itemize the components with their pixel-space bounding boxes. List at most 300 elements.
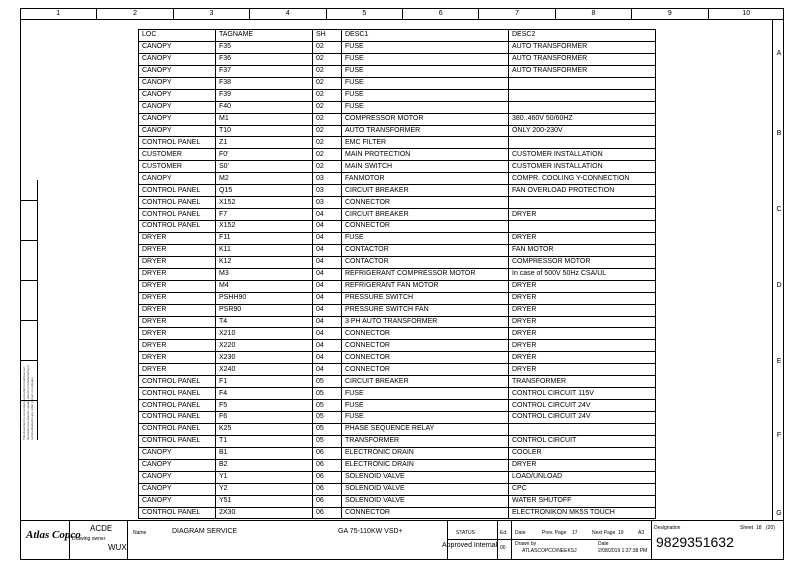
cell-desc1: SOLENOID VALVE [342, 471, 509, 483]
table-row [139, 376, 656, 388]
cell-desc2: DRYER [509, 292, 656, 304]
cell-sh: 02 [313, 77, 342, 89]
table-row [139, 173, 656, 185]
table-row [139, 447, 656, 459]
cell-tag: F7 [216, 209, 313, 221]
cell-desc2: TRANSFORMER [509, 376, 656, 388]
acde-code: ACDE [90, 524, 113, 533]
cell-tag: M2 [216, 173, 313, 185]
cell-desc2 [509, 77, 656, 89]
column-number: 9 [631, 8, 707, 19]
cell-desc1: FUSE [342, 41, 509, 53]
cell-desc1: PRESSURE SWITCH FAN [342, 304, 509, 316]
sheet-number: 18 [756, 525, 762, 531]
cell-loc: CANOPY [139, 483, 216, 495]
cell-tag: X210 [216, 328, 313, 340]
cell-desc1: CIRCUIT BREAKER [342, 376, 509, 388]
cell-desc2: CONTROL CIRCUIT 24V [509, 412, 656, 424]
ed-label: Ed. [500, 530, 508, 536]
cell-desc1: ELECTRONIC DRAIN [342, 459, 509, 471]
cell-desc2: FAN MOTOR [509, 244, 656, 256]
column-number: 4 [249, 8, 325, 19]
table-row [139, 185, 656, 197]
cell-sh: 04 [313, 209, 342, 221]
cell-tag: F4 [216, 388, 313, 400]
ed-value: 00 [500, 545, 506, 551]
column-number-strip [20, 8, 784, 20]
cell-tag: F39 [216, 89, 313, 101]
cell-desc1: FUSE [342, 77, 509, 89]
cell-loc: CONTROL PANEL [139, 221, 216, 233]
name-label: Name [133, 530, 147, 536]
cell-tag: K25 [216, 423, 313, 435]
cell-desc1: CONNECTOR [342, 364, 509, 376]
atlas-copco-logo: Atlas Copco [26, 529, 81, 541]
table-row [139, 209, 656, 221]
status-value: Approved Internal [442, 542, 498, 549]
cell-desc1: CIRCUIT BREAKER [342, 185, 509, 197]
cell-desc2: CONTROL CIRCUIT 115V [509, 388, 656, 400]
cell-sh: 02 [313, 149, 342, 161]
table-row [139, 352, 656, 364]
cell-tag: T10 [216, 125, 313, 137]
cell-sh: 04 [313, 268, 342, 280]
prev-page-label: Prev. Page [542, 530, 567, 536]
cell-sh: 06 [313, 447, 342, 459]
designation-label: Designation [654, 525, 681, 531]
table-row [139, 388, 656, 400]
cell-sh: 04 [313, 280, 342, 292]
cell-desc2: In case of 500V 50Hz CSA/UL [509, 268, 656, 280]
cell-sh: 06 [313, 495, 342, 507]
cell-loc: DRYER [139, 352, 216, 364]
cell-tag: M1 [216, 113, 313, 125]
cell-sh: 06 [313, 459, 342, 471]
cell-desc2: CPC [509, 483, 656, 495]
status-cell [442, 521, 498, 560]
cell-sh: 02 [313, 89, 342, 101]
table-row [139, 304, 656, 316]
component-list-table [138, 29, 656, 519]
cell-desc1: FUSE [342, 53, 509, 65]
cell-loc: CANOPY [139, 125, 216, 137]
cell-tag: 2X30 [216, 507, 313, 519]
cell-desc1: REFRIGERANT COMPRESSOR MOTOR [342, 268, 509, 280]
cell-tag: K12 [216, 256, 313, 268]
row-letter: D [776, 282, 782, 289]
table-row [139, 197, 656, 209]
table-row [139, 149, 656, 161]
margin-tick [20, 320, 38, 321]
cell-desc1: CONTACTOR [342, 256, 509, 268]
table-row [139, 412, 656, 424]
page-info-cell [512, 521, 652, 560]
cell-desc1: FUSE [342, 232, 509, 244]
table-row [139, 340, 656, 352]
table-row [139, 89, 656, 101]
cell-sh: 04 [313, 244, 342, 256]
cell-sh: 04 [313, 221, 342, 233]
status-divider [448, 539, 497, 540]
cell-desc1: PRESSURE SWITCH [342, 292, 509, 304]
edition-cell [498, 521, 512, 560]
header-tagname: TAGNAME [216, 30, 313, 42]
cell-loc: CANOPY [139, 53, 216, 65]
cell-desc1: CONTACTOR [342, 244, 509, 256]
table-row [139, 471, 656, 483]
cell-loc: CONTROL PANEL [139, 376, 216, 388]
cell-tag: PSR90 [216, 304, 313, 316]
status-label: STATUS [456, 530, 475, 536]
cell-desc2: WATER SHUTOFF [509, 495, 656, 507]
cell-desc1: PHASE SEQUENCE RELAY [342, 423, 509, 435]
cell-loc: DRYER [139, 328, 216, 340]
cell-loc: DRYER [139, 244, 216, 256]
table-row [139, 161, 656, 173]
header-desc1: DESC1 [342, 30, 509, 42]
cell-tag: X152 [216, 221, 313, 233]
cell-desc2: CUSTOMER INSTALLATION [509, 161, 656, 173]
table-row [139, 101, 656, 113]
cell-desc2: FAN OVERLOAD PROTECTION [509, 185, 656, 197]
designation-cell [652, 521, 784, 560]
cell-desc2: DRYER [509, 280, 656, 292]
column-number: 10 [708, 8, 784, 19]
cell-loc: CANOPY [139, 41, 216, 53]
cell-desc1: CONNECTOR [342, 221, 509, 233]
cell-desc1: FANMOTOR [342, 173, 509, 185]
table-row [139, 459, 656, 471]
table-row [139, 483, 656, 495]
cell-tag: F35 [216, 41, 313, 53]
cell-loc: CONTROL PANEL [139, 388, 216, 400]
cell-tag: F40 [216, 101, 313, 113]
cell-tag: X220 [216, 340, 313, 352]
cell-desc2: COMPR. COOLING Y-CONNECTION [509, 173, 656, 185]
cell-sh: 03 [313, 173, 342, 185]
cell-loc: DRYER [139, 304, 216, 316]
cell-loc: CONTROL PANEL [139, 400, 216, 412]
cell-loc: CONTROL PANEL [139, 137, 216, 149]
cell-loc: DRYER [139, 268, 216, 280]
cell-tag: F6 [216, 412, 313, 424]
name-cell [128, 521, 448, 560]
table-row [139, 125, 656, 137]
cell-desc1: ELECTRONIC DRAIN [342, 447, 509, 459]
table-row [139, 256, 656, 268]
table-row [139, 77, 656, 89]
cell-desc1: REFRIGERANT FAN MOTOR [342, 280, 509, 292]
sheet-total: (20) [766, 525, 775, 531]
row-letter: G [776, 510, 782, 517]
cell-loc: CANOPY [139, 495, 216, 507]
cell-sh: 05 [313, 412, 342, 424]
cell-loc: CANOPY [139, 459, 216, 471]
cell-sh: 04 [313, 364, 342, 376]
cell-desc1: FUSE [342, 65, 509, 77]
column-number: 3 [173, 8, 249, 19]
cell-loc: CONTROL PANEL [139, 197, 216, 209]
cell-tag: Y51 [216, 495, 313, 507]
column-number: 8 [555, 8, 631, 19]
cell-desc1: FUSE [342, 412, 509, 424]
cell-loc: DRYER [139, 316, 216, 328]
cell-sh: 04 [313, 304, 342, 316]
cell-desc2: CONTROL CIRCUIT 24V [509, 400, 656, 412]
cell-desc2: DRYER [509, 352, 656, 364]
cell-loc: CANOPY [139, 77, 216, 89]
cell-sh: 04 [313, 292, 342, 304]
cell-sh: 04 [313, 256, 342, 268]
cell-tag: S0' [216, 161, 313, 173]
cell-tag: X152 [216, 197, 313, 209]
cell-loc: CONTROL PANEL [139, 185, 216, 197]
cell-desc1: MAIN SWITCH [342, 161, 509, 173]
cell-desc2 [509, 101, 656, 113]
cell-loc: DRYER [139, 340, 216, 352]
margin-tick [20, 280, 38, 281]
table-row [139, 400, 656, 412]
column-number: 6 [402, 8, 478, 19]
cell-sh: 02 [313, 53, 342, 65]
drawing-owner-label: Drawing owner [72, 536, 106, 542]
next-page-label: Next Page [592, 530, 616, 536]
table-row [139, 435, 656, 447]
table-row [139, 113, 656, 125]
header-desc2: DESC2 [509, 30, 656, 42]
cell-desc2: COOLER [509, 447, 656, 459]
cell-desc1: SOLENOID VALVE [342, 483, 509, 495]
cell-loc: CANOPY [139, 471, 216, 483]
cell-desc1: CONNECTOR [342, 197, 509, 209]
cell-desc2: DRYER [509, 328, 656, 340]
cell-desc1: COMPRESSOR MOTOR [342, 113, 509, 125]
cell-loc: CANOPY [139, 89, 216, 101]
title-block [20, 520, 784, 560]
cell-tag: F37 [216, 65, 313, 77]
cell-desc2: AUTO TRANSFORMER [509, 53, 656, 65]
cell-tag: B2 [216, 459, 313, 471]
sheet-size: A3 [638, 530, 645, 536]
date-label: Date [515, 530, 526, 536]
cell-desc2: DRYER [509, 209, 656, 221]
cell-desc1: SOLENOID VALVE [342, 495, 509, 507]
table-row [139, 328, 656, 340]
cell-tag: Y1 [216, 471, 313, 483]
cell-sh: 02 [313, 161, 342, 173]
cell-desc1: FUSE [342, 89, 509, 101]
cell-tag: Q15 [216, 185, 313, 197]
cell-desc1: CONNECTOR [342, 340, 509, 352]
table-row [139, 53, 656, 65]
cell-loc: DRYER [139, 280, 216, 292]
cell-desc2: ONLY 200-230V [509, 125, 656, 137]
page-info-divider [512, 539, 651, 540]
table-row [139, 65, 656, 77]
header-loc: LOC [139, 30, 216, 42]
drawn-by-label: Drawn by [515, 541, 537, 547]
cell-loc: CONTROL PANEL [139, 209, 216, 221]
cell-sh: 06 [313, 507, 342, 519]
cell-desc1: 3 PH AUTO TRANSFORMER [342, 316, 509, 328]
table-row [139, 292, 656, 304]
cell-sh: 05 [313, 400, 342, 412]
cell-desc2: COMPRESSOR MOTOR [509, 256, 656, 268]
cell-sh: 03 [313, 197, 342, 209]
cell-tag: K11 [216, 244, 313, 256]
cell-sh: 04 [313, 328, 342, 340]
column-number: 2 [96, 8, 172, 19]
sheet-label: Sheet [740, 525, 754, 531]
cell-desc2 [509, 137, 656, 149]
cell-desc2: 380..460V 50/60HZ [509, 113, 656, 125]
drawn-by-value: ATLASCOPCO\NEEKSJ [522, 548, 577, 554]
cell-loc: DRYER [139, 364, 216, 376]
margin-tick [20, 240, 38, 241]
cell-loc: DRYER [139, 256, 216, 268]
column-number: 5 [326, 8, 402, 19]
cell-desc1: CONNECTOR [342, 507, 509, 519]
cell-tag: Z1 [216, 137, 313, 149]
date2-label: Date [598, 541, 609, 547]
model-name: GA 75-110KW VSD+ [338, 528, 403, 535]
cell-tag: M3 [216, 268, 313, 280]
cell-desc2: DRYER [509, 340, 656, 352]
cell-loc: DRYER [139, 232, 216, 244]
cell-sh: 06 [313, 483, 342, 495]
cell-desc2: DRYER [509, 232, 656, 244]
copyright-side-text: This document is our property and shall not without our permission be altered, copied, used for manufacturing or communicated to any other person or company. [22, 364, 34, 440]
ed-divider [498, 539, 511, 540]
row-letter: B [776, 130, 782, 137]
header-sh: SH [313, 30, 342, 42]
column-number: 7 [478, 8, 554, 19]
cell-sh: 03 [313, 185, 342, 197]
prev-page-value: 17 [572, 530, 578, 536]
cell-desc2: LOAD/UNLOAD [509, 471, 656, 483]
table-row [139, 41, 656, 53]
cell-sh: 05 [313, 376, 342, 388]
cell-desc1: FUSE [342, 400, 509, 412]
cell-loc: CONTROL PANEL [139, 423, 216, 435]
cell-desc2: DRYER [509, 459, 656, 471]
cell-tag: F5 [216, 400, 313, 412]
cell-desc1: AUTO TRANSFORMER [342, 125, 509, 137]
cell-sh: 04 [313, 352, 342, 364]
cell-desc1: CONNECTOR [342, 352, 509, 364]
cell-tag: B1 [216, 447, 313, 459]
cell-desc1: EMC FILTER [342, 137, 509, 149]
cell-loc: CONTROL PANEL [139, 435, 216, 447]
table-row [139, 507, 656, 519]
cell-loc: CANOPY [139, 65, 216, 77]
row-letter: C [776, 206, 782, 213]
cell-desc2: ELECTRONIKON MK5S TOUCH [509, 507, 656, 519]
cell-desc2: DRYER [509, 304, 656, 316]
cell-tag: Y2 [216, 483, 313, 495]
cell-sh: 04 [313, 340, 342, 352]
row-letter: E [776, 358, 782, 365]
cell-sh: 04 [313, 232, 342, 244]
table-row [139, 137, 656, 149]
cell-loc: CANOPY [139, 447, 216, 459]
cell-sh: 06 [313, 471, 342, 483]
cell-sh: 02 [313, 125, 342, 137]
date2-value: 2/08/2019 1:37:38 PM [598, 548, 648, 554]
cell-desc1: TRANSFORMER [342, 435, 509, 447]
cell-tag: T1 [216, 435, 313, 447]
cell-desc2 [509, 423, 656, 435]
cell-desc2: CONTROL CIRCUIT [509, 435, 656, 447]
cell-desc2: DRYER [509, 364, 656, 376]
cell-desc1: FUSE [342, 101, 509, 113]
cell-tag: F0' [216, 149, 313, 161]
cell-sh: 05 [313, 435, 342, 447]
drawing-name: DIAGRAM SERVICE [172, 528, 238, 535]
cell-loc: CONTROL PANEL [139, 412, 216, 424]
table-row [139, 495, 656, 507]
row-letter: A [776, 50, 782, 57]
cell-sh: 05 [313, 388, 342, 400]
table-row [139, 280, 656, 292]
cell-loc: CANOPY [139, 113, 216, 125]
cell-loc: CUSTOMER [139, 149, 216, 161]
cell-tag: PSHH90 [216, 292, 313, 304]
cell-loc: CANOPY [139, 173, 216, 185]
table-row [139, 221, 656, 233]
cell-tag: X230 [216, 352, 313, 364]
cell-desc2 [509, 197, 656, 209]
cell-desc2: AUTO TRANSFORMER [509, 41, 656, 53]
table-row [139, 423, 656, 435]
cell-loc: CUSTOMER [139, 161, 216, 173]
cell-desc1: FUSE [342, 388, 509, 400]
next-page-value: 19 [618, 530, 624, 536]
cell-sh: 02 [313, 113, 342, 125]
table-row [139, 316, 656, 328]
cell-tag: M4 [216, 280, 313, 292]
cell-sh: 02 [313, 137, 342, 149]
row-letter: F [776, 432, 782, 439]
cell-desc1: MAIN PROTECTION [342, 149, 509, 161]
cell-sh: 02 [313, 41, 342, 53]
cell-desc2: DRYER [509, 316, 656, 328]
table-header-row [139, 30, 656, 42]
column-number: 1 [56, 10, 61, 17]
cell-sh: 02 [313, 101, 342, 113]
cell-loc: DRYER [139, 292, 216, 304]
cell-desc2: CUSTOMER INSTALLATION [509, 149, 656, 161]
cell-desc1: CIRCUIT BREAKER [342, 209, 509, 221]
cell-loc: CANOPY [139, 101, 216, 113]
drawing-owner-value: WUX [108, 543, 127, 552]
cell-loc: CONTROL PANEL [139, 507, 216, 519]
designation-number: 9829351632 [656, 534, 734, 550]
margin-tick [20, 200, 38, 201]
cell-desc2 [509, 89, 656, 101]
table-row [139, 244, 656, 256]
cell-desc1: CONNECTOR [342, 328, 509, 340]
cell-tag: F38 [216, 77, 313, 89]
table-row [139, 232, 656, 244]
cell-sh: 04 [313, 316, 342, 328]
cell-tag: X240 [216, 364, 313, 376]
cell-desc2 [509, 221, 656, 233]
cell-tag: T4 [216, 316, 313, 328]
row-letter-strip [772, 20, 784, 520]
cell-sh: 05 [313, 423, 342, 435]
cell-sh: 02 [313, 65, 342, 77]
